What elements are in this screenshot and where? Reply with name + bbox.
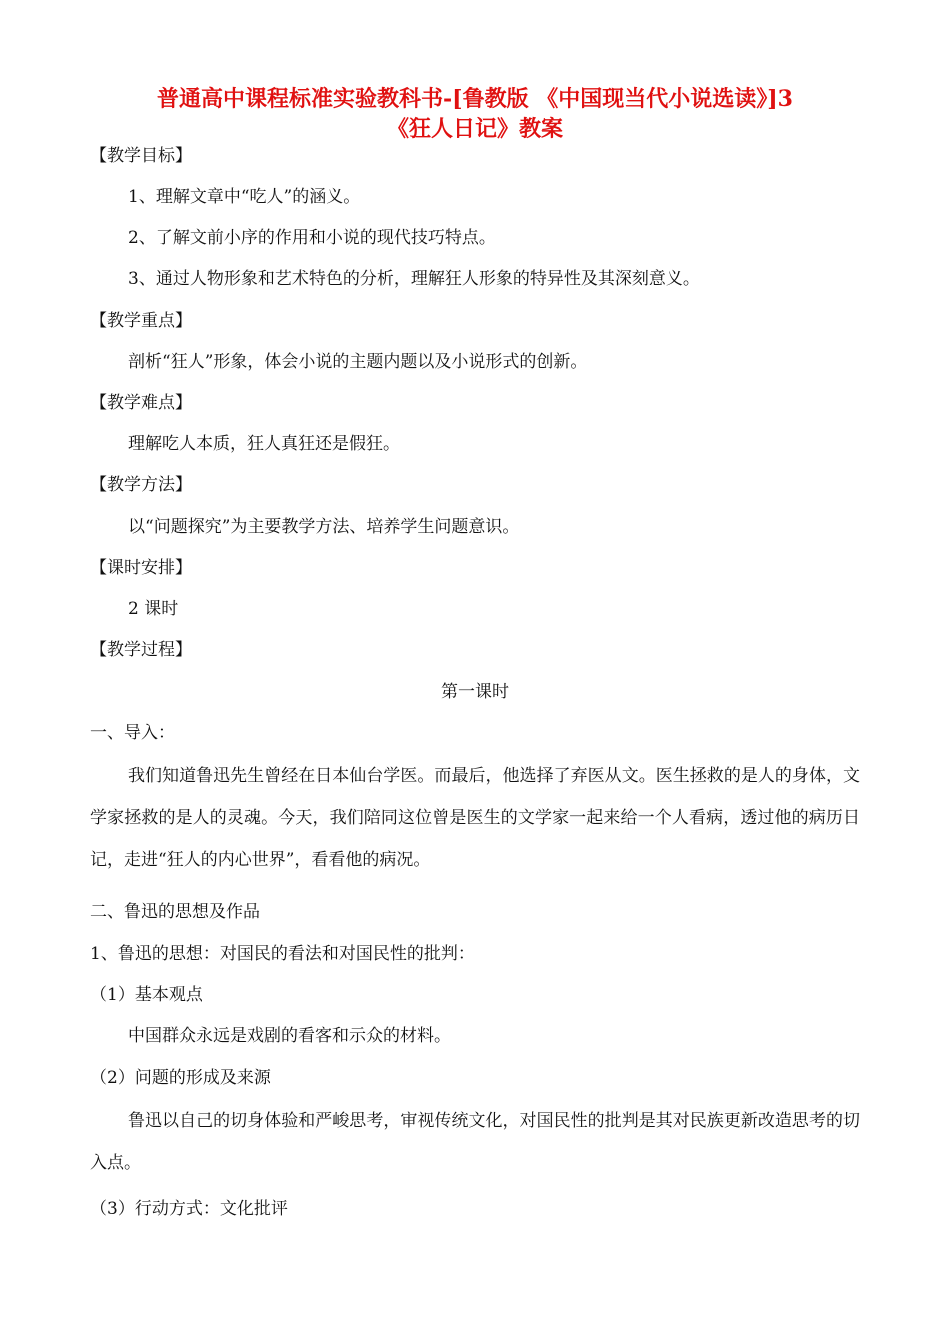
schedule-text: 2 课时 [128, 599, 179, 619]
schedule-heading: 【课时安排】 [90, 558, 192, 578]
thought-heading: 1、鲁迅的思想：对国民的看法和对国民性的批判： [90, 944, 475, 964]
process-heading: 【教学过程】 [90, 640, 192, 660]
difficulty-text: 理解吃人本质，狂人真狂还是假狂。 [128, 434, 400, 454]
sub1-text: 中国群众永远是戏剧的看客和示众的材料。 [128, 1026, 451, 1046]
document-title [60, 84, 890, 144]
sub1-heading: （1）基本观点 [90, 985, 203, 1005]
part2-heading: 二、鲁迅的思想及作品 [90, 902, 260, 922]
intro-heading: 一、导入： [90, 723, 175, 743]
key-text: 剖析“狂人”形象，体会小说的主题内题以及小说形式的创新。 [128, 352, 588, 372]
sub3-heading: （3）行动方式：文化批评 [90, 1199, 288, 1219]
key-heading: 【教学重点】 [90, 311, 192, 331]
intro-paragraph: 我们知道鲁迅先生曾经在日本仙台学医。而最后，他选择了弃医从文。医生拯救的是人的身体，文学家拯救的是人的灵魂。今天，我们陪同这位曾是医生的文学家一起来给一个人看病，透过他的病历日记，走进“狂人的内心世界”，看看他的病况。 [90, 766, 860, 870]
objective-item-3: 3、通过人物形象和艺术特色的分析，理解狂人形象的特异性及其深刻意义。 [128, 269, 700, 289]
objectives-heading: 【教学目标】 [90, 146, 192, 166]
method-text: 以“问题探究”为主要教学方法、培养学生问题意识。 [128, 517, 520, 537]
lesson-heading: 第一课时 [441, 682, 509, 702]
difficulty-heading: 【教学难点】 [90, 393, 192, 413]
objective-item-2: 2、了解文前小序的作用和小说的现代技巧特点。 [128, 228, 496, 248]
title-line-1: 普通高中课程标准实验教科书-[鲁教版 《中国现当代小说选读》]3 [157, 86, 793, 112]
sub2-heading: （2）问题的形成及来源 [90, 1068, 271, 1088]
method-heading: 【教学方法】 [90, 475, 192, 495]
objective-item-1: 1、理解文章中“吃人”的涵义。 [128, 187, 361, 207]
sub2-paragraph: 鲁迅以自己的切身体验和严峻思考，审视传统文化，对国民性的批判是其对民族更新改造思考的切入点。 [90, 1111, 860, 1173]
title-line-2: 《狂人日记》教案 [386, 116, 563, 142]
